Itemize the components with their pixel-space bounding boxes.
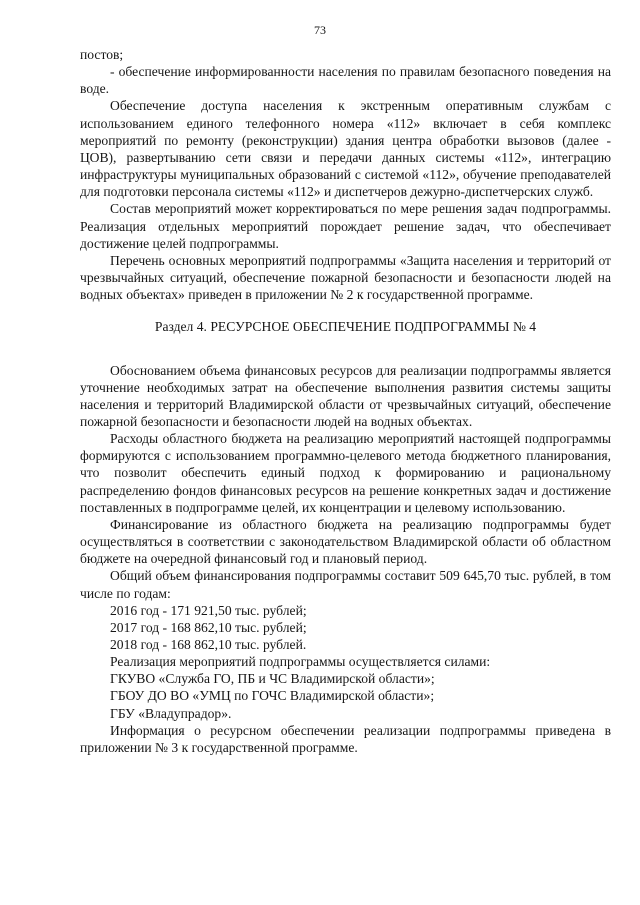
paragraph: Обеспечение доступа населения к экстренным оперативным службам с использованием единого телефонного номера «112» включает в себя комплекс мероприятий по ремонту (реконструкции) здания центра обработки вызовов (далее - ЦОВ), развертыванию сети связи и передачи данных системы «112», интеграцию инфраструктуры муниципальных образований с системой «112», обучение преподавателей для подготовки персонала системы «112» и диспетчеров дежурно-диспетчерских служб. (80, 98, 611, 200)
executor-line: ГКУВО «Служба ГО, ПБ и ЧС Владимирской области»; (110, 671, 435, 687)
paragraph: Состав мероприятий может корректироваться по мере решения задач подпрограммы. Реализация отдельных мероприятий порождает решение задач, что обеспечивает достижение целей подпрограммы. (80, 201, 611, 251)
funding-year-line: 2016 год - 171 921,50 тыс. рублей; (110, 602, 307, 618)
section-title: Раздел 4. РЕСУРСНОЕ ОБЕСПЕЧЕНИЕ ПОДПРОГРАММЫ № 4 (154, 319, 537, 335)
page-number: 73 (314, 23, 326, 37)
paragraph: Реализация мероприятий подпрограммы осуществляется силами: (110, 654, 491, 670)
paragraph: Финансирование из областного бюджета на реализацию подпрограммы будет осуществляться в соответствии с законодательством Владимирской области об областном бюджете на очередной финансовый год и плановый период. (80, 516, 611, 567)
paragraph: Перечень основных мероприятий подпрограммы «Защита населения и территорий от чрезвычайных ситуаций, обеспечение пожарной безопасности и безопасности людей на водных объектах» приведен в приложении № 2 к государственной программе. (80, 252, 611, 303)
paragraph: Общий объем финансирования подпрограммы составит 509 645,70 тыс. рублей, в том числе по годам: (80, 568, 611, 601)
executor-line: ГБУ «Владупрадор». (110, 705, 232, 721)
paragraph: Информация о ресурсном обеспечении реализации подпрограммы приведена в приложении № 3 к государственной программе. (80, 722, 611, 755)
paragraph: Расходы областного бюджета на реализацию мероприятий настоящей подпрограммы формируются с использованием программно-целевого метода бюджетного планирования, что позволит обеспечить единый подход к формированию и рациональному распределению фондов финансовых ресурсов на решение конкретных задач и достижение поставленных в подпрограмме целей, их концентрации и целевому использованию. (80, 431, 611, 515)
funding-year-line: 2017 год - 168 862,10 тыс. рублей; (110, 619, 307, 635)
paragraph: постов; (80, 47, 124, 62)
document-body (80, 46, 611, 756)
paragraphs-before-section (80, 46, 611, 303)
funding-year-line: 2018 год - 168 862,10 тыс. рублей. (110, 637, 307, 652)
paragraphs-after-section (80, 362, 611, 757)
paragraph: Обоснованием объема финансовых ресурсов для реализации подпрограммы является уточнение необходимых затрат на обеспечение выполнения развития системы защиты населения и территорий Владимирской области от чрезвычайных ситуаций, обеспечение пожарной безопасности и безопасности людей на водных объектах. (80, 362, 611, 429)
executor-line: ГБОУ ДО ВО «УМЦ по ГОЧС Владимирской области»; (110, 688, 435, 704)
paragraph: - обеспечение информированности населения по правилам безопасного поведения на воде. (80, 64, 611, 97)
